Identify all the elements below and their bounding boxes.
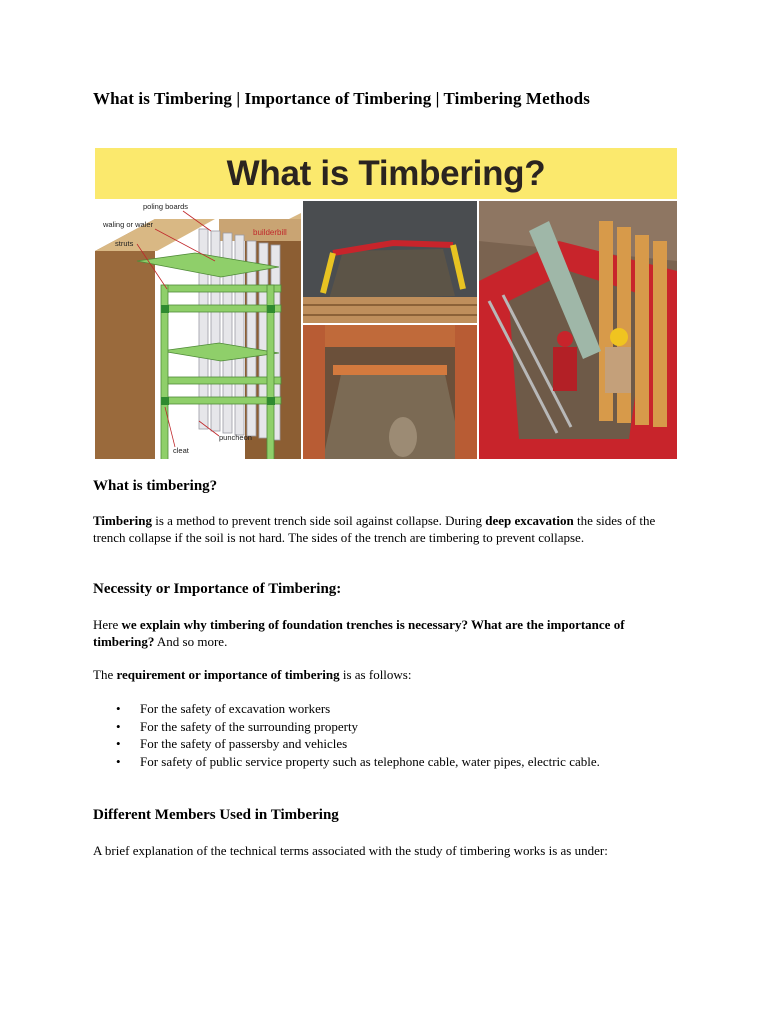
list-item: [116, 753, 676, 771]
list-item: [116, 718, 676, 736]
section2-bold-question: we explain why timbering of foundation trenches is necessary? What are the importance of timbering?: [93, 617, 625, 649]
figure-banner: [95, 148, 677, 199]
list-item-text: For the safety of the surrounding property: [140, 718, 359, 734]
trench-workers-photo-drawing: [479, 201, 677, 459]
puncheon-label: puncheon: [219, 433, 252, 442]
section-heading-importance: Necessity or Importance of Timbering:: [93, 581, 342, 597]
builderbill-label: builderbill: [253, 228, 287, 237]
bullet-dot: •: [116, 718, 121, 734]
section2-req-text-1: The: [93, 667, 117, 682]
poling-boards-label: poling boards: [143, 202, 189, 211]
term-deep-excavation: deep excavation: [485, 513, 574, 528]
list-item-text: For the safety of passersby and vehicles: [140, 736, 348, 752]
list-item-text: For safety of public service property such as telephone cable, water pipes, electric cable.: [140, 753, 600, 769]
section-heading-members: Different Members Used in Timbering: [93, 807, 339, 823]
timbering-diagram: [95, 201, 301, 459]
document-title: What is Timbering | Importance of Timbering | Timbering Methods: [93, 89, 590, 108]
section1-text-1: is a method to prevent trench side soil against collapse. During: [152, 513, 486, 528]
section2-req-bold: requirement or importance of timbering: [116, 667, 340, 682]
section2-requirement-paragraph: [93, 666, 673, 683]
section1-paragraph: [93, 512, 673, 546]
section2-text-1: Here: [93, 617, 122, 632]
struts-label: struts: [115, 239, 134, 248]
bullet-dot: •: [116, 736, 121, 752]
shoring-photo-bottom-drawing: [303, 325, 477, 459]
section3-paragraph: A brief explanation of the technical terms associated with the study of timbering works is as under:: [93, 843, 608, 858]
soil-left: [95, 219, 155, 459]
banner-text: What is Timbering?: [226, 153, 546, 193]
shoring-photo-top: [303, 201, 477, 323]
shoring-photo-bottom: [303, 325, 477, 459]
list-item-text: For the safety of excavation workers: [140, 701, 331, 716]
section1-text-2: the sides of the trench collapse if the soil is not hard. The sides of the trench are timbering to prevent collapse.: [93, 513, 656, 545]
trench-workers-photo: [479, 201, 677, 459]
timbering-figure: [95, 148, 677, 459]
section2-req-text-2: is as follows:: [339, 667, 412, 682]
timbering-diagram-drawing: [95, 201, 301, 459]
bullet-dot: •: [116, 701, 121, 716]
cleat-label: cleat: [173, 446, 189, 455]
list-item: [116, 700, 676, 718]
section2-text-2: And so more.: [154, 634, 228, 649]
section-heading-what-is-timbering: What is timbering?: [93, 478, 218, 494]
term-timbering: Timbering: [93, 513, 152, 528]
list-item: [116, 735, 676, 753]
section2-intro-paragraph: [93, 616, 673, 650]
waling-label: waling or waler: [103, 220, 154, 229]
importance-bullet-list: [116, 700, 676, 770]
shoring-photo-top-drawing: [303, 201, 477, 323]
bullet-dot: •: [116, 753, 121, 769]
